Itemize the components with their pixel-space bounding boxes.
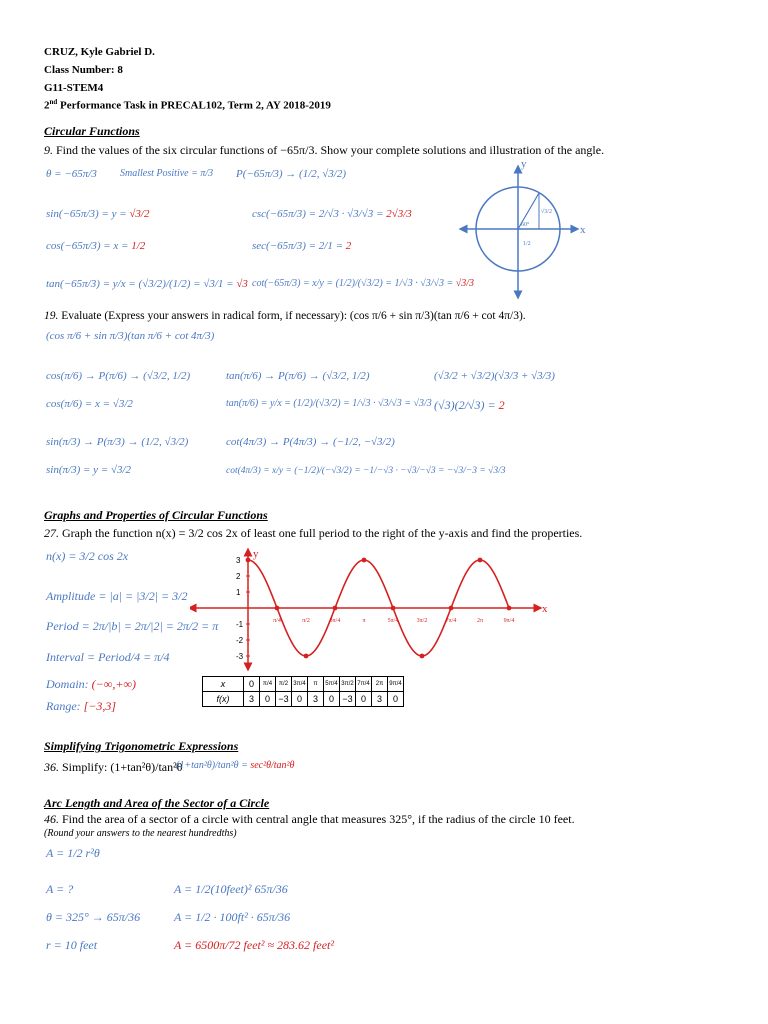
tan-answer: √3 (236, 278, 248, 290)
y-tick-label: -2 (236, 636, 244, 645)
range-label: Range: (46, 699, 84, 713)
tan-work: tan(−65π/3) = y/x = (√3/2)/(1/2) = √3/1 = (46, 278, 237, 290)
table-cell: 5π/4 (324, 677, 340, 692)
x-tick-label: π/4 (273, 618, 281, 624)
sin-answer: √3/2 (129, 208, 150, 220)
graph-point (420, 654, 425, 659)
p19-sum: (√3/2 + √3/2)(√3/3 + √3/3) (434, 370, 555, 382)
graph-point (507, 606, 512, 611)
csc-answer: 2√3/3 (386, 208, 412, 220)
x-tick-label: 3π/4 (329, 618, 341, 624)
sin-eq (46, 208, 149, 220)
x-tick-label: π/2 (302, 618, 310, 624)
theta-value: θ = −65π/3 (46, 168, 97, 180)
problem-46-text: Find the area of a sector of a circle with central angle that measures 325°, if the radius of the circle 10 feet. (62, 812, 575, 826)
table-cell: 0 (324, 692, 340, 707)
problem-9-text: Find the values of the six circular functions of −65π/3. Show your complete solutions and illustration of the angle. (56, 143, 605, 157)
function-def: n(x) = 3/2 cos 2x (46, 549, 129, 563)
tan-eq (46, 278, 248, 290)
graph-point (275, 606, 280, 611)
table-row-f (203, 692, 404, 707)
csc-work: csc(−65π/3) = 2/√3 · √3/√3 = (252, 208, 387, 220)
radius-given: r = 10 feet (46, 938, 98, 952)
domain-label: Domain: (46, 677, 92, 691)
p19-cos1: cos(π/6) → P(π/6) → (√3/2, 1/2) (46, 370, 191, 382)
p19-result (434, 398, 505, 413)
graph-y-label: y (253, 548, 259, 560)
p19-sin1: sin(π/3) → P(π/3) → (1/2, √3/2) (46, 436, 189, 448)
simplify-work (176, 760, 294, 771)
problem-27-text: Graph the function n(x) = 3/2 cos 2x of least one full period to the right of the y-axis and find the properties. (62, 526, 583, 540)
domain (46, 677, 136, 692)
y-tick-label: 1 (236, 588, 241, 597)
task-pre: 2 (44, 99, 50, 112)
p19-cot2: cot(4π/3) = x/y = (−1/2)/(−√3/2) = −1/−√3 · −√3/−√3 = −√3/−3 = √3/3 (226, 466, 506, 476)
table-cell: π (308, 677, 324, 692)
simplify-lhs: (1+tan²θ)/tan²θ = (176, 760, 251, 771)
table-cell: π/4 (260, 677, 276, 692)
table-cell: 2π (372, 677, 388, 692)
cot-eq (252, 278, 474, 289)
cot-answer: √3/3 (455, 278, 475, 289)
area-step-2: A = 1/2 · 100ft² · 65π/36 (174, 910, 291, 924)
graph-point (478, 558, 483, 563)
p19-restate: (cos π/6 + sin π/3)(tan π/6 + cot 4π/3) (46, 330, 215, 342)
problem-36-num: 36. (44, 760, 59, 774)
x-tick-label: 2π (476, 618, 484, 624)
table-x-label: x (203, 677, 244, 692)
graph-point (449, 606, 454, 611)
y-tick-label: 2 (236, 572, 241, 581)
smallest-positive: Smallest Positive = π/3 (120, 168, 214, 179)
section-title-arc: Arc Length and Area of the Sector of a Circle (44, 796, 270, 810)
x-tick-label: 7π/4 (445, 618, 457, 624)
section: G11-STEM4 (44, 82, 104, 94)
range (46, 699, 116, 714)
area-unknown: A = ? (46, 882, 74, 896)
task-post: Performance Task in PRECAL102, Term 2, AY 2018-2019 (57, 99, 331, 112)
graph-point (246, 558, 251, 563)
task-sup: nd (49, 98, 58, 106)
y-tick-label: -3 (236, 652, 244, 661)
table-cell: 3 (372, 692, 388, 707)
student-name: CRUZ, Kyle Gabriel D. (44, 46, 155, 58)
table-row-x (203, 677, 404, 692)
terminal-point: P(−65π/3) → (1/2, √3/2) (236, 168, 347, 180)
cosine-graph (190, 542, 560, 672)
y-tick-label: -1 (236, 620, 244, 629)
p19-cot1: cot(4π/3) → P(4π/3) → (−1/2, −√3/2) (226, 436, 395, 448)
circle-y-label: y (521, 158, 527, 170)
domain-value: (−∞,+∞) (91, 677, 136, 691)
problem-36 (44, 760, 182, 775)
amplitude: Amplitude = |a| = |3/2| = 3/2 (46, 589, 188, 603)
problem-19 (44, 310, 526, 322)
table-cell: 3 (244, 692, 260, 707)
rounding-note: (Round your answers to the nearest hundredths) (44, 828, 237, 839)
p19-result-answer: 2 (498, 398, 505, 412)
problem-19-text: Evaluate (Express your answers in radical form, if necessary): (cos π/6 + sin π/3)(tan π/6 + cot 4π/3). (61, 310, 526, 322)
period: Period = 2π/|b| = 2π/|2| = 2π/2 = π (46, 619, 219, 633)
table-cell: π/2 (276, 677, 292, 692)
cos-answer: 1/2 (131, 240, 146, 252)
simplify-answer: sec²θ/tan²θ (250, 760, 295, 771)
problem-19-num: 19. (44, 310, 59, 322)
csc-eq (252, 208, 412, 220)
circle-x-label: x (580, 224, 586, 236)
interval: Interval = Period/4 = π/4 (46, 650, 170, 664)
section-title-simplify: Simplifying Trigonometric Expressions (44, 739, 239, 753)
table-cell: 0 (292, 692, 308, 707)
table-cell: 0 (388, 692, 404, 707)
area-step-1: A = 1/2(10feet)² 65π/36 (174, 882, 288, 896)
sec-work: sec(−65π/3) = 2/1 = (252, 240, 346, 252)
p19-sin2: sin(π/3) = y = √3/2 (46, 464, 132, 476)
problem-27-num: 27. (44, 526, 59, 540)
graph-point (391, 606, 396, 611)
sin-work: sin(−65π/3) = y = (46, 208, 130, 220)
y-tick-label: 3 (236, 556, 241, 565)
p19-result-work: (√3)(2/√3) = (434, 398, 499, 412)
graph-point (333, 606, 338, 611)
problem-9-num: 9. (44, 143, 53, 157)
cos-eq (46, 240, 145, 252)
angle-label: 60° (521, 222, 530, 228)
x-tick-label: 9π/4 (503, 618, 515, 624)
sector-formula: A = 1/2 r²θ (46, 846, 100, 860)
problem-27 (44, 526, 582, 541)
table-f-label: f(x) (203, 692, 244, 707)
sec-answer: 2 (345, 240, 352, 252)
p19-cos2: cos(π/6) = x = √3/2 (46, 398, 133, 410)
table-cell: 3π/2 (340, 677, 356, 692)
cos-work: cos(−65π/3) = x = (46, 240, 132, 252)
p19-tan1: tan(π/6) → P(π/6) → (√3/2, 1/2) (226, 370, 370, 382)
table-cell: 9π/4 (388, 677, 404, 692)
table-cell: 3π/4 (292, 677, 308, 692)
problem-36-text: Simplify: (1+tan²θ)/tan²θ (62, 760, 183, 774)
area-result: A = 6500π/72 feet² ≈ 283.62 feet² (174, 938, 334, 952)
x-tick-label: π (362, 618, 366, 624)
table-cell: −3 (340, 692, 356, 707)
table-cell: 0 (260, 692, 276, 707)
problem-46 (44, 812, 575, 827)
graph-point (362, 558, 367, 563)
table-cell: 0 (356, 692, 372, 707)
task-title (44, 98, 331, 112)
table-cell: 0 (244, 677, 260, 692)
half-label: 1/2 (523, 241, 531, 247)
value-table (202, 676, 404, 707)
p19-tan2: tan(π/6) = y/x = (1/2)/(√3/2) = 1/√3 · √3/√3 = √3/3 (226, 398, 432, 409)
theta-given: θ = 325° → 65π/36 (46, 910, 141, 924)
range-value: [−3,3] (83, 699, 117, 713)
sec-eq (252, 240, 351, 252)
table-cell: −3 (276, 692, 292, 707)
problem-46-num: 46. (44, 812, 59, 826)
graph-x-label: x (542, 603, 548, 615)
x-tick-label: 3π/2 (416, 618, 428, 624)
x-tick-label: 5π/4 (387, 618, 399, 624)
section-title-circular: Circular Functions (44, 124, 140, 138)
table-cell: 3 (308, 692, 324, 707)
section-title-graphs: Graphs and Properties of Circular Functions (44, 508, 268, 522)
class-number: Class Number: 8 (44, 64, 123, 76)
graph-point (304, 654, 309, 659)
unit-circle-diagram (455, 155, 590, 305)
table-cell: 7π/4 (356, 677, 372, 692)
cot-work: cot(−65π/3) = x/y = (1/2)/(√3/2) = 1/√3 · √3/√3 = (252, 278, 456, 289)
leg-label: √3/2 (541, 209, 552, 215)
